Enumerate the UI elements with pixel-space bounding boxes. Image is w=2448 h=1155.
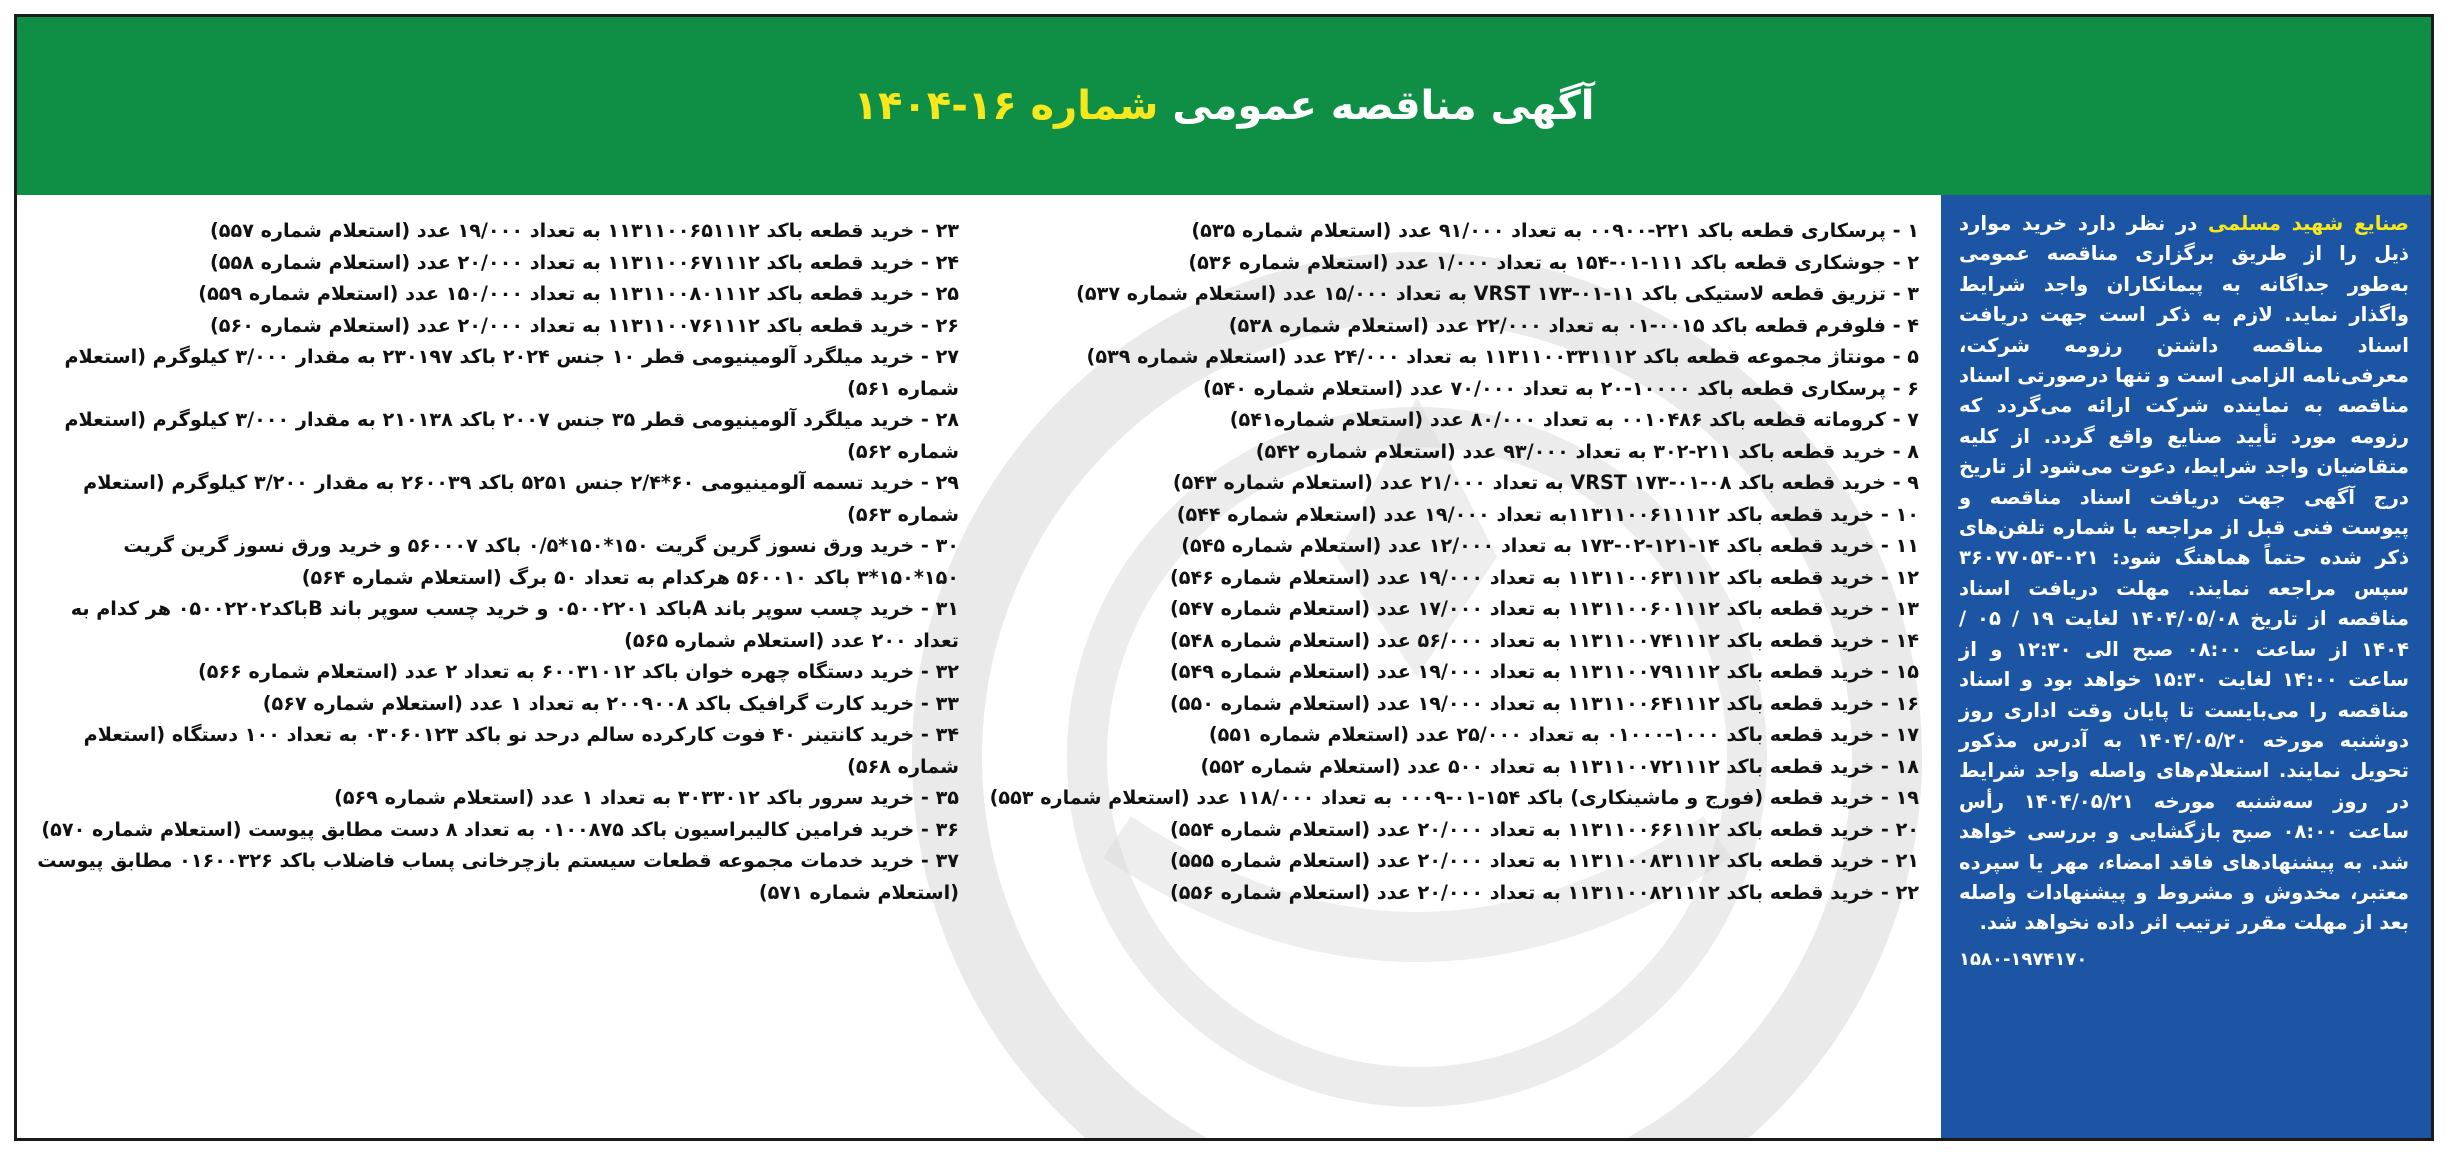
tender-item: ۲۰ - خرید قطعه باکد ۱۱۳۱۱۰۰۶۶۱۱۱۲ به تعداد ۲۰/۰۰۰ عدد (استعلام شماره ۵۵۴) <box>1170 817 1919 841</box>
items-column-left <box>34 215 959 908</box>
tender-item: ۱۸ - خرید قطعه باکد ۱۱۳۱۱۰۰۷۲۱۱۱۲ به تعداد ۵۰۰ عدد (استعلام شماره ۵۵۲) <box>1200 754 1919 778</box>
tender-item: ۲۱ - خرید قطعه باکد ۱۱۳۱۱۰۰۸۳۱۱۱۲ به تعداد ۲۰/۰۰۰ عدد (استعلام شماره ۵۵۵) <box>1170 849 1919 872</box>
tender-item: ۲۷ - خرید میلگرد آلومینیومی قطر ۱۰ جنس ۲۰۲۴ باکد ۲۳۰۱۹۷ به مقدار ۳/۰۰۰ کیلوگرم (استعلام شماره ۵۶۱) <box>64 345 959 400</box>
tender-item: ۳۰ - خرید ورق نسوز گرین گریت ۱۵۰*۱۵۰*۰/۵ باکد ۵۶۰۰۰۷ و خرید ورق نسوز گرین گریت ۱۵۰*۱۵۰*۳ باکد ۵۶۰۰۱۰ هرکدام به تعداد ۵۰ برگ (استعلام شماره ۵۶۴) <box>123 534 959 589</box>
tender-item: ۵ - مونتاژ مجموعه قطعه باکد ۱۱۳۱۱۰۰۳۳۱۱۱۲ به تعداد ۲۴/۰۰۰ عدد (استعلام شماره ۵۳۹) <box>1086 345 1919 368</box>
tender-item: ۳۶ - خرید فرامین کالیبراسیون باکد ۰۱۰۰۸۷۵ به تعداد ۸ دست مطابق پیوست (استعلام شماره ۵۷۰) <box>41 817 959 841</box>
tender-item: ۱۴ - خرید قطعه باکد ۱۱۳۱۱۰۰۷۴۱۱۱۲ به تعداد ۵۶/۰۰۰ عدد (استعلام شماره ۵۴۸) <box>1170 628 1919 652</box>
intro-panel <box>1941 195 2431 1138</box>
tender-item: ۹ - خرید قطعه باکد VRST ۱۷۳-۰۱-۰۸ به تعداد ۲۱/۰۰۰ عدد (استعلام شماره ۵۴۳) <box>1172 471 1919 494</box>
tender-item: ۳ - تزریق قطعه لاستیکی باکد VRST ۱۷۳-۰۱-۱۱ به تعداد ۱۵/۰۰۰ عدد (استعلام شماره ۵۳۷) <box>1076 282 1919 305</box>
title-main: آگهی مناقصه عمومی <box>1172 83 1595 129</box>
intro-text: در نظر دارد خرید موارد ذیل را از طریق برگزاری مناقصه عمومی به‌طور جداگانه به پیمانکاران واجد شرایط واگذار نماید. لازم به ذکر است جهت دریافت اسناد مناقصه داشتن رزومه شرکت، معرفی‌نامه الزامی است و تنها درصورتی اسناد مناقصه به نماینده شرکت ارائه می‌گردد که رزومه مورد تأیید صنایع واقع گردد. از کلیه متقاضیان واجد شرایط، دعوت می‌شود از تاریخ درج آگهی جهت دریافت اسناد مناقصه و پیوست فنی قبل از مراجعه با شماره تلفن‌های ذکر شده حتماً هماهنگ شود: ۰۲۱-۳۶۰۷۷۰۵۴ سپس مراجعه نمایند. مهلت دریافت اسناد مناقصه از تاریخ ۱۴۰۴/۰۵/۰۸ لغایت ۱۹ / ۰۵ / ۱۴۰۴ از ساعت ۰۸:۰۰ صبح الی ۱۲:۳۰ و از ساعت ۱۴:۰۰ لغایت ۱۵:۳۰ خواهد بود و اسناد مناقصه را می‌بایست تا پایان وقت اداری روز دوشنبه مورخه ۱۴۰۴/۰۵/۲۰ به آدرس مذکور تحویل نمایند. استعلام‌های واصله واجد شرایط در روز سه‌شنبه مورخه ۱۴۰۴/۰۵/۲۱ رأس ساعت ۰۸:۰۰ صبح بازگشایی و بررسی خواهد شد. به پیشنهادهای فاقد امضاء، مهر یا سپرده معتبر، مخدوش و مشروط و پیشنهادات واصله بعد از مهلت مقرر ترتیب اثر داده نخواهد شد. <box>1959 212 2410 935</box>
tender-item: ۳۵ - خرید سرور باکد ۳۰۳۳۰۱۲ به تعداد ۱ عدد (استعلام شماره ۵۶۹) <box>334 786 959 809</box>
tender-item: ۱ - پرسکاری قطعه باکد ۲۲۱-۰۰۹۰۰ به تعداد ۹۱/۰۰۰ عدد (استعلام شماره ۵۳۵) <box>1191 219 1919 242</box>
items-column-right <box>979 215 1919 908</box>
tender-item: ۱۲ - خرید قطعه باکد ۱۱۳۱۱۰۰۶۳۱۱۱۲ به تعداد ۱۹/۰۰۰ عدد (استعلام شماره ۵۴۶) <box>1170 565 1919 589</box>
tender-item: ۲۸ - خرید میلگرد آلومینیومی قطر ۳۵ جنس ۲۰۰۷ باکد ۲۱۰۱۳۸ به مقدار ۳/۰۰۰ کیلوگرم (استعلام شماره ۵۶۲) <box>64 408 959 463</box>
tender-item: ۸ - خرید قطعه باکد ۲۱۱-۳۰۲ به تعداد ۹۳/۰۰۰ عدد (استعلام شماره ۵۴۲) <box>1255 439 1919 463</box>
tender-item: ۱۰ - خرید قطعه باکد ۱۱۳۱۱۰۰۶۱۱۱۱۲به تعداد ۱۹/۰۰۰ عدد (استعلام شماره ۵۴۴) <box>1176 502 1919 526</box>
tender-notice <box>14 14 2434 1141</box>
tender-item: ۱۶ - خرید قطعه باکد ۱۱۳۱۱۰۰۶۴۱۱۱۲ به تعداد ۱۹/۰۰۰ عدد (استعلام شماره ۵۵۰) <box>1170 691 1919 715</box>
tender-item: ۲۴ - خرید قطعه باکد ۱۱۳۱۱۰۰۶۷۱۱۱۲ به تعداد ۲۰/۰۰۰ عدد (استعلام شماره ۵۵۸) <box>210 250 959 274</box>
title-number: شماره ۱۶-۱۴۰۴ <box>853 83 1159 129</box>
ad-code: ۱۵۸۰-۱۹۷۴۱۷۰ <box>1959 948 2088 970</box>
tender-item: ۷ - کروماته قطعه باکد ۰۰۱۰۴۸۶ به تعداد ۸۰/۰۰۰ عدد (استعلام شماره۵۴۱) <box>1229 408 1919 431</box>
tender-item: ۳۱ - خرید چسب سوپر باند Aباکد ۰۵۰۰۲۲۰۱ و خرید چسب سوپر باند Bباکد۰۵۰۰۲۲۰۲ هر کدام به تعداد ۲۰۰ عدد (استعلام شماره ۵۶۵) <box>70 597 959 652</box>
notice-title <box>17 31 2431 181</box>
tender-item: ۱۷ - خرید قطعه باکد ۱۰۰۰-۰۱۰۰۰ به تعداد ۲۵/۰۰۰ عدد (استعلام شماره ۵۵۱) <box>1208 723 1919 746</box>
tender-item: ۱۳ - خرید قطعه باکد ۱۱۳۱۱۰۰۶۰۱۱۱۲ به تعداد ۱۷/۰۰۰ عدد (استعلام شماره ۵۴۷) <box>1170 597 1919 620</box>
company-name: صنایع شهید مسلمی <box>2208 212 2409 235</box>
tender-item: ۲۹ - خرید تسمه آلومینیومی ۶۰*۲/۴ جنس ۵۲۵۱ باکد ۲۶۰۰۳۹ به مقدار ۳/۲۰۰ کیلوگرم (استعلام شماره ۵۶۳) <box>83 471 959 526</box>
tender-item: ۶ - پرسکاری قطعه باکد ۱۰۰۰۰-۲۰ به تعداد ۷۰/۰۰۰ عدد (استعلام شماره ۵۴۰) <box>1203 376 1919 400</box>
tender-item: ۱۱ - خرید قطعه باکد ۱۴-۱۲۱-۰۲-۱۷۳ به تعداد ۱۲/۰۰۰ عدد (استعلام شماره ۵۴۵) <box>1181 534 1919 557</box>
tender-item: ۳۲ - خرید دستگاه چهره خوان باکد ۶۰۰۳۱۰۱۲ به تعداد ۲ عدد (استعلام شماره ۵۶۶) <box>197 660 959 683</box>
header-banner <box>17 17 2431 195</box>
tender-item: ۲۶ - خرید قطعه باکد ۱۱۳۱۱۰۰۷۶۱۱۱۲ به تعداد ۲۰/۰۰۰ عدد (استعلام شماره ۵۶۰) <box>210 313 959 337</box>
tender-item: ۳۴ - خرید کانتینر ۴۰ فوت کارکرده سالم درحد نو باکد ۰۳۰۶۰۱۲۳ به تعداد ۱۰۰ دستگاه (استعلام شماره ۵۶۸) <box>83 723 959 778</box>
tender-item: ۲ - جوشکاری قطعه باکد ۱۱۱-۰۱-۱۵۴ به تعداد ۱/۰۰۰ عدد (استعلام شماره ۵۳۶) <box>1188 250 1919 274</box>
tender-item: ۲۳ - خرید قطعه باکد ۱۱۳۱۱۰۰۶۵۱۱۱۲ به تعداد ۱۹/۰۰۰ عدد (استعلام شماره ۵۵۷) <box>210 219 959 242</box>
tender-item: ۲۵ - خرید قطعه باکد ۱۱۳۱۱۰۰۸۰۱۱۱۲ به تعداد ۱۵۰/۰۰۰ عدد (استعلام شماره ۵۵۹) <box>198 282 959 305</box>
tender-item: ۱۵ - خرید قطعه باکد ۱۱۳۱۱۰۰۷۹۱۱۱۲ به تعداد ۱۹/۰۰۰ عدد (استعلام شماره ۵۴۹) <box>1170 660 1919 683</box>
tender-item: ۴ - فلوفرم قطعه باکد ۰۰۱۵-۰۱ به تعداد ۲۲/۰۰۰ عدد (استعلام شماره ۵۳۸) <box>1228 313 1919 337</box>
tender-item: ۳۳ - خرید کارت گرافیک باکد ۲۰۰۹۰۰۸ به تعداد ۱ عدد (استعلام شماره ۵۶۷) <box>262 691 959 715</box>
tender-item: ۲۲ - خرید قطعه باکد ۱۱۳۱۱۰۰۸۲۱۱۱۲ به تعداد ۲۰/۰۰۰ عدد (استعلام شماره ۵۵۶) <box>1170 880 1919 904</box>
tender-item: ۳۷ - خرید خدمات مجموعه قطعات سیستم بازچرخانی پساب فاضلاب باکد ۰۱۶۰۰۳۲۶ مطابق پیوست (استعلام شماره ۵۷۱) <box>37 849 959 904</box>
tender-item: ۱۹ - خرید قطعه (فورج و ماشینکاری) باکد ۱۵۴-۰۱-۰۰۰۹ به تعداد ۱۱۸/۰۰۰ عدد (استعلام شماره ۵۵۳) <box>989 786 1919 809</box>
